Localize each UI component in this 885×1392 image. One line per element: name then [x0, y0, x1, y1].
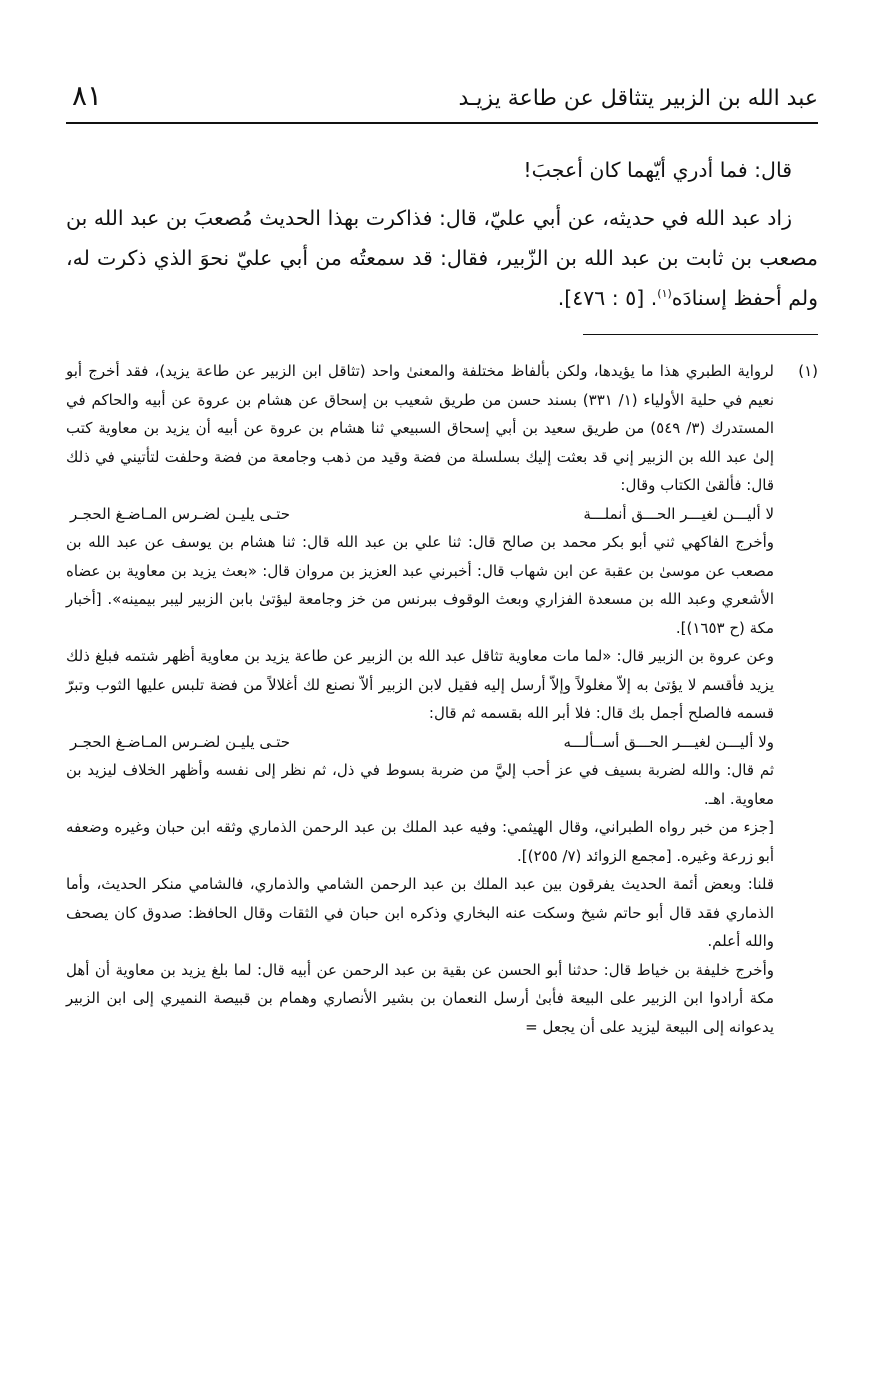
footnote-paragraph: وعن عروة بن الزبير قال: «لما مات معاوية تثاقل عبد الله بن الزبير عن طاعة يزيد بن معاوية أظهر شتمه فبلغ ذلك يزيد فأقسم لا يؤتىٰ به إلاّ مغلولاً وإلاّ أرسل إليه فقيل لابن الزبير ألاّ نصنع لك أغلالاً من فضة تلبس عليها الثوب وتبرّ قسمه فالصلح أجمل بك قال: فلا أبر الله بقسمه ثم قال: — [66, 647, 774, 722]
footnote-body — [66, 357, 774, 1041]
footnote-paragraph: وأخرج خليفة بن خياط قال: حدثنا أبو الحسن عن بقية بن عبد الرحمن عن أبيه قال: لما بلغ يزيد بن معاوية أن أهل مكة أرادوا ابن الزبير على البيعة فأبىٰ أرسل النعمان بن بشير الأنصاري وهمام بن قبيصة النميري إلى ابن الزبير يدعوانه إلى البيعة ليزيد على أن يجعل = — [66, 960, 774, 1036]
footnote-paragraph: [جزء من خبر رواه الطبراني، وقال الهيثمي: وفيه عبد الملك بن عبد الرحمن الذماري وثقه ابن حبان وغيره وضعفه أبو زرعة وغيره. [مجمع الزوائد (٧/ ٢٥٥)]. — [66, 818, 774, 865]
footnote-paragraph: ثم قال: والله لضربة بسيف في عز أحب إليَّ من ضربة بسوط في ذل، ثم نظر إلى نفسه وأظهر الخلاف ليزيد بن معاوية. اهـ. — [66, 761, 774, 808]
footnote-paragraph: لرواية الطبري هذا ما يؤيدها، ولكن بألفاظ مختلفة والمعنىٰ واحد (تثاقل ابن الزبير عن طاعة يزيد)، فقد أخرج أبو نعيم في حلية الأولياء (١/ ٣٣١) بسند حسن من طريق شعيب بن إسحاق عن هشام بن عروة عن أبيه والحاكم في المستدرك (٣/ ٥٤٩) من طريق سعيد بن أبي إسحاق السبيعي ثنا هشام بن عروة عن أبيه أن يزيد بن معاوية كتب إلىٰ عبد الله بن الزبير إني قد بعثت إليك بسلسلة من فضة وقيد من ذهب وجامعة من فضة وحلفت لتأتيني في ذلك قال: فألقىٰ الكتاب وقال: — [66, 362, 775, 494]
footnote-divider — [583, 334, 818, 335]
page-number: ٨١ — [72, 79, 103, 112]
footnote — [66, 357, 818, 1041]
main-text-paragraph — [66, 198, 818, 318]
footnote-marker: (١) — [798, 362, 818, 380]
main-text-line: قال: فما أدري أيّهما كان أعجبَ! — [523, 158, 792, 182]
main-text — [66, 150, 818, 318]
paragraph-text: زاد عبد الله في حديثه، عن أبي عليّ، قال: فذاكرت بهذا الحديث مُصعبَ بن عبد الله بن مصعب بن ثابت بن عبد الله بن الزّبير، فقال: قد سمعتُه من أبي عليّ نحوَ الذي ذكرت له، ولم أحفظ إسنادَه — [66, 206, 818, 310]
footnote-paragraph: قلنا: وبعض أئمة الحديث يفرقون بين عبد الملك بن عبد الرحمن الشامي والذماري، فالشامي منكر الحديث، وأما الذماري فقد قال أبو حاتم شيخ وسكت عنه البخاري وذكره ابن حبان في الثقات وقال الحافظ: صدوق كان يصحف والله أعلم. — [66, 875, 774, 950]
chapter-title: عبد الله بن الزبير يتثاقل عن طاعة يزيـد — [458, 86, 818, 111]
running-header — [66, 78, 818, 124]
source-reference: . [٥ : ٤٧٦]. — [557, 286, 658, 310]
footnote-reference: (١) — [657, 287, 672, 301]
footnote-paragraph: وأخرج الفاكهي ثني أبو بكر محمد بن صالح قال: ثنا علي بن عبد الله قال: ثنا هشام بن يوسف عن عبد الله بن مصعب عن موسىٰ بن عقبة عن ابن شهاب قال: أخبرني عبد العزيز بن مروان قال: «بعث يزيد بن معاوية بن عضاه الأشعري وعبد الله بن مسعدة الفزاري وبعث الوقوف ببرنس من خز وجامعة ليؤتىٰ بابن الزبير ليبر بيمينه». [أخبار مكة (ح ١٦٥٣)]. — [66, 533, 774, 637]
verse-second-hemistich: حتـى يليـن لضـرس المـاضـغ الحجـر — [70, 732, 291, 751]
poem-verse — [66, 728, 774, 757]
poem-verse — [66, 500, 774, 529]
verse-first-hemistich: لا أليـــن لغيـــر الحـــق أنملـــة — [583, 504, 774, 523]
footnotes — [66, 357, 818, 1041]
verse-second-hemistich: حتـى يليـن لضـرس المـاضـغ الحجـر — [70, 504, 291, 523]
book-page — [66, 78, 818, 1041]
verse-first-hemistich: ولا أليـــن لغيـــر الحـــق أســألـــه — [563, 732, 774, 751]
